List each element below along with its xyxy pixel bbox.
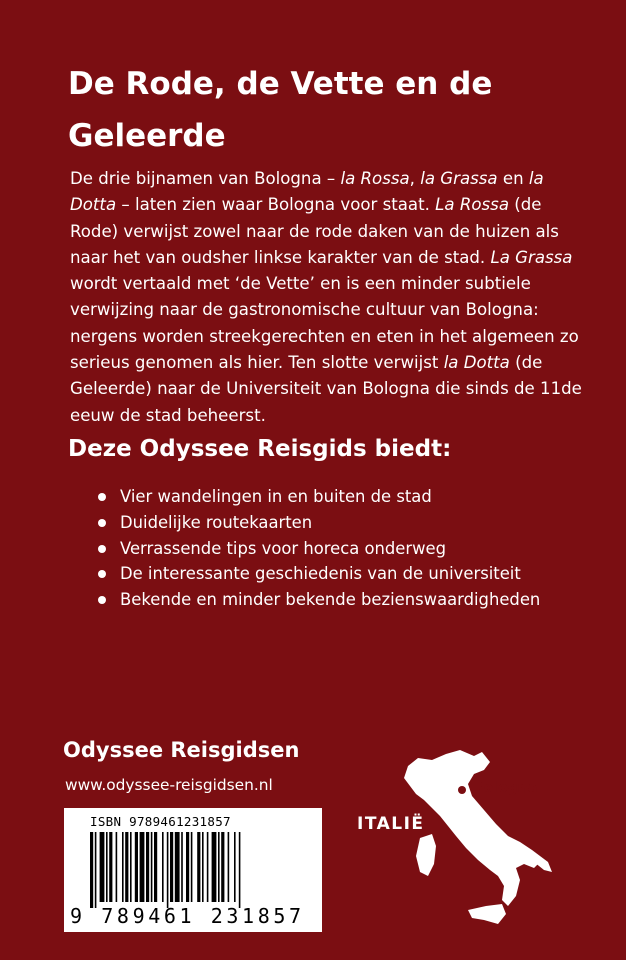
sardinia-island — [416, 834, 436, 876]
country-label: ITALIË — [357, 814, 425, 834]
italic-text: la Dotta — [443, 353, 510, 373]
barcode-bar — [186, 832, 189, 902]
italic-text: la Rossa — [340, 169, 410, 188]
list-item — [94, 536, 594, 562]
italic-text: La Grassa — [490, 247, 573, 267]
barcode-bar — [140, 832, 145, 902]
list-item-label: De interessante geschiedenis van de universiteit — [120, 564, 521, 584]
bullet-icon — [98, 493, 106, 501]
barcode-bar — [90, 832, 93, 908]
feature-list — [94, 484, 594, 613]
text-run: wordt vertaald met ‘de Vette’ en is een minder subtiele verwijzing naar de gastronomische cultuur van Bologna: nergens worden streekgerechten en eten in het algemeen zo serieus genomen als hier. Ten slotte verwijst — [70, 274, 579, 373]
barcode-bar — [167, 832, 169, 908]
barcode-bar — [154, 832, 157, 902]
barcode-bar — [146, 832, 149, 902]
list-item — [94, 510, 594, 536]
italic-text: La Rossa — [435, 195, 509, 215]
barcode-bar — [191, 832, 193, 902]
barcode-digits: 9 789461 231857 — [70, 904, 305, 928]
barcode-bar — [135, 832, 138, 902]
barcode-bar — [239, 832, 241, 908]
italy-heel — [532, 850, 552, 872]
barcode-bar — [207, 832, 209, 902]
list-item — [94, 587, 594, 613]
publisher-name: Odyssee Reisgidsen — [63, 738, 300, 762]
barcode-bar — [181, 832, 183, 902]
isbn-barcode — [64, 808, 322, 932]
list-item-label: Verrassende tips voor horeca onderweg — [120, 538, 447, 558]
intro-paragraph — [70, 166, 590, 429]
barcode-bar — [218, 832, 220, 902]
barcode-bar — [170, 832, 173, 902]
bullet-icon — [98, 570, 106, 578]
barcode-bar — [175, 832, 180, 902]
barcode-bar — [162, 832, 164, 902]
barcode-bar — [197, 832, 200, 902]
text-run: – laten zien waar Bologna voor staat. — [116, 195, 436, 215]
barcode-bar — [151, 832, 153, 902]
barcode-bar — [95, 832, 97, 908]
list-item-label: Duidelijke routekaarten — [120, 512, 313, 532]
barcode-bar — [106, 832, 108, 902]
page-title: De Rode, de Vette en de Geleerde — [68, 66, 493, 154]
barcode-bar — [130, 832, 132, 902]
barcode-bar — [125, 832, 128, 902]
bologna-marker-icon — [458, 786, 466, 794]
barcode-bar — [109, 832, 112, 902]
list-item-label: Bekende en minder bekende bezienswaardigheden — [120, 590, 541, 610]
bullet-icon — [98, 519, 106, 527]
list-item — [94, 561, 594, 587]
list-item — [94, 484, 594, 510]
barcode-bar — [202, 832, 204, 902]
isbn-label: ISBN 9789461231857 — [90, 814, 231, 829]
bullet-icon — [98, 596, 106, 604]
text-run: en — [497, 169, 529, 188]
barcode-bar — [221, 832, 224, 902]
text-run: (de Rode) verwijst zowel naar de rode daken van de huizen als naar het van oudsher linkse karakter van de stad. — [70, 195, 559, 267]
sicily-island — [468, 904, 506, 924]
text-run: De drie bijnamen van Bologna – — [70, 169, 341, 188]
barcode-bar — [116, 832, 118, 902]
italy-map-icon — [356, 730, 556, 940]
italic-text: la Dotta — [70, 169, 544, 215]
barcode-bar — [234, 832, 236, 902]
text-run: (de Geleerde) naar de Universiteit van Bologna die sinds de 11de eeuw de stad beheerst. — [70, 353, 582, 425]
list-item-label: Vier wandelingen in en buiten de stad — [120, 487, 432, 506]
barcode-bar — [212, 832, 217, 902]
bullet-icon — [98, 545, 106, 553]
text-run: , — [409, 169, 421, 188]
italic-text: la Grassa — [420, 169, 498, 188]
website-url: www.odyssee-reisgidsen.nl — [65, 776, 273, 794]
section-heading: Deze Odyssee Reisgids biedt: — [68, 436, 452, 462]
barcode-bar — [100, 832, 105, 902]
barcode-bar — [122, 832, 124, 902]
city-label: Bologna — [473, 780, 538, 796]
barcode-bar — [228, 832, 230, 902]
